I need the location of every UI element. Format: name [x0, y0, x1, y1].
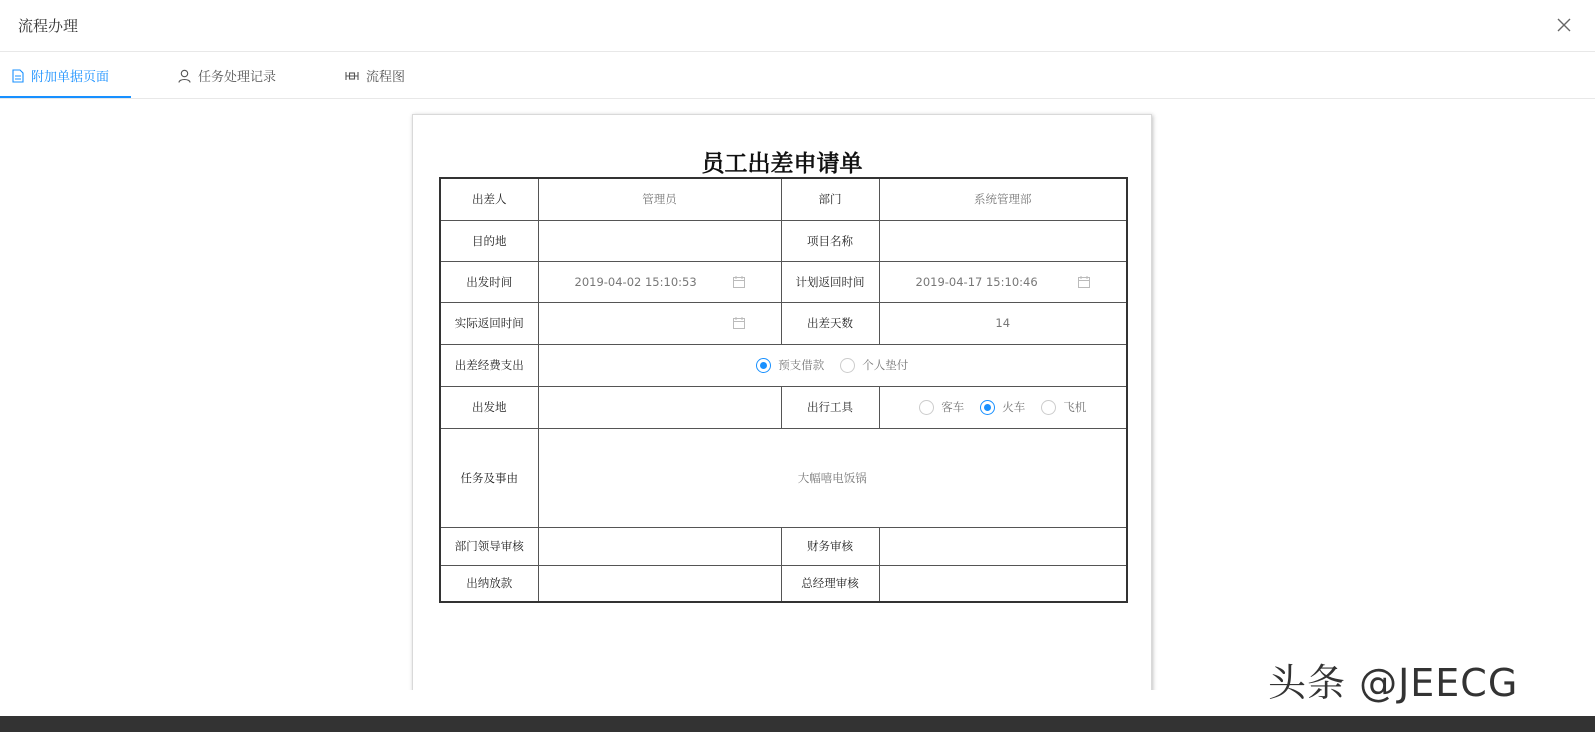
dept-leader-label: 部门领导审核 — [440, 527, 538, 565]
radio-checked-icon — [756, 358, 771, 373]
traveler-value[interactable]: 管理员 — [538, 178, 781, 220]
radio-label: 飞机 — [1063, 400, 1087, 414]
radio-label: 预支借款 — [778, 358, 825, 372]
days-label: 出差天数 — [781, 302, 879, 344]
gm-field[interactable] — [879, 565, 1127, 602]
transport-option-train[interactable] — [980, 399, 1025, 415]
tab-label: 任务处理记录 — [198, 70, 277, 85]
modal-title: 流程办理 — [18, 17, 79, 35]
actual-return-picker[interactable] — [538, 302, 781, 344]
bottom-bar — [0, 716, 1595, 732]
active-tab-indicator — [0, 96, 131, 98]
tab-label: 流程图 — [366, 70, 406, 85]
table-row — [440, 428, 1127, 527]
radio-label: 客车 — [941, 400, 965, 414]
table-row — [440, 302, 1127, 344]
document-icon — [12, 69, 24, 83]
table-row — [440, 178, 1127, 220]
radio-unchecked-icon — [919, 400, 934, 415]
origin-label: 出发地 — [440, 386, 538, 428]
days-value[interactable]: 14 — [879, 302, 1127, 344]
radio-unchecked-icon — [1041, 400, 1056, 415]
transport-option-bus[interactable] — [919, 399, 964, 415]
tab-attached-form[interactable] — [12, 52, 109, 99]
transport-radio-group — [879, 386, 1127, 428]
expense-option-personal[interactable] — [840, 357, 908, 373]
traveler-label: 出差人 — [440, 178, 538, 220]
depart-time-value: 2019-04-02 15:10:53 — [574, 274, 697, 289]
actual-return-label: 实际返回时间 — [440, 302, 538, 344]
form-paper — [412, 114, 1152, 704]
radio-checked-icon — [980, 400, 995, 415]
cashier-label: 出纳放款 — [440, 565, 538, 602]
watermark: 头条 @JEECG — [1268, 661, 1519, 705]
form-title: 员工出差申请单 — [701, 151, 863, 177]
modal-header — [0, 0, 1595, 52]
table-row — [440, 261, 1127, 302]
tab-task-records[interactable] — [178, 52, 276, 99]
table-row — [440, 386, 1127, 428]
plan-return-label: 计划返回时间 — [781, 261, 879, 302]
radio-label: 火车 — [1002, 400, 1026, 414]
transport-label: 出行工具 — [781, 386, 879, 428]
table-row — [440, 565, 1127, 602]
project-label: 项目名称 — [781, 220, 879, 261]
project-field[interactable] — [879, 220, 1127, 261]
depart-time-picker[interactable] — [538, 261, 781, 302]
calendar-icon[interactable] — [733, 317, 745, 329]
dept-leader-field[interactable] — [538, 527, 781, 565]
expense-radio-group — [538, 344, 1127, 386]
tab-flow-chart[interactable] — [345, 52, 405, 99]
plan-return-value: 2019-04-17 15:10:46 — [915, 274, 1038, 289]
dept-value[interactable]: 系统管理部 — [879, 178, 1127, 220]
table-row — [440, 220, 1127, 261]
radio-label: 个人垫付 — [862, 358, 909, 372]
gm-label: 总经理审核 — [781, 565, 879, 602]
user-icon — [178, 69, 191, 83]
destination-label: 目的地 — [440, 220, 538, 261]
tab-bar — [0, 52, 1595, 99]
finance-label: 财务审核 — [781, 527, 879, 565]
table-row — [440, 344, 1127, 386]
travel-request-table — [439, 177, 1128, 603]
cashier-field[interactable] — [538, 565, 781, 602]
calendar-icon[interactable] — [1078, 276, 1090, 288]
expense-label: 出差经费支出 — [440, 344, 538, 386]
close-icon[interactable] — [1555, 16, 1573, 34]
finance-field[interactable] — [879, 527, 1127, 565]
calendar-icon[interactable] — [733, 276, 745, 288]
reason-textarea[interactable]: 大幅嘻电饭锅 — [538, 428, 1127, 527]
plan-return-picker[interactable] — [879, 261, 1127, 302]
origin-field[interactable] — [538, 386, 781, 428]
reason-label: 任务及事由 — [440, 428, 538, 527]
radio-unchecked-icon — [840, 358, 855, 373]
dept-label: 部门 — [781, 178, 879, 220]
transport-option-plane[interactable] — [1041, 399, 1086, 415]
flow-icon — [345, 70, 359, 82]
destination-field[interactable] — [538, 220, 781, 261]
depart-time-label: 出发时间 — [440, 261, 538, 302]
tab-label: 附加单据页面 — [31, 70, 110, 85]
table-row — [440, 527, 1127, 565]
expense-option-advance[interactable] — [756, 357, 824, 373]
